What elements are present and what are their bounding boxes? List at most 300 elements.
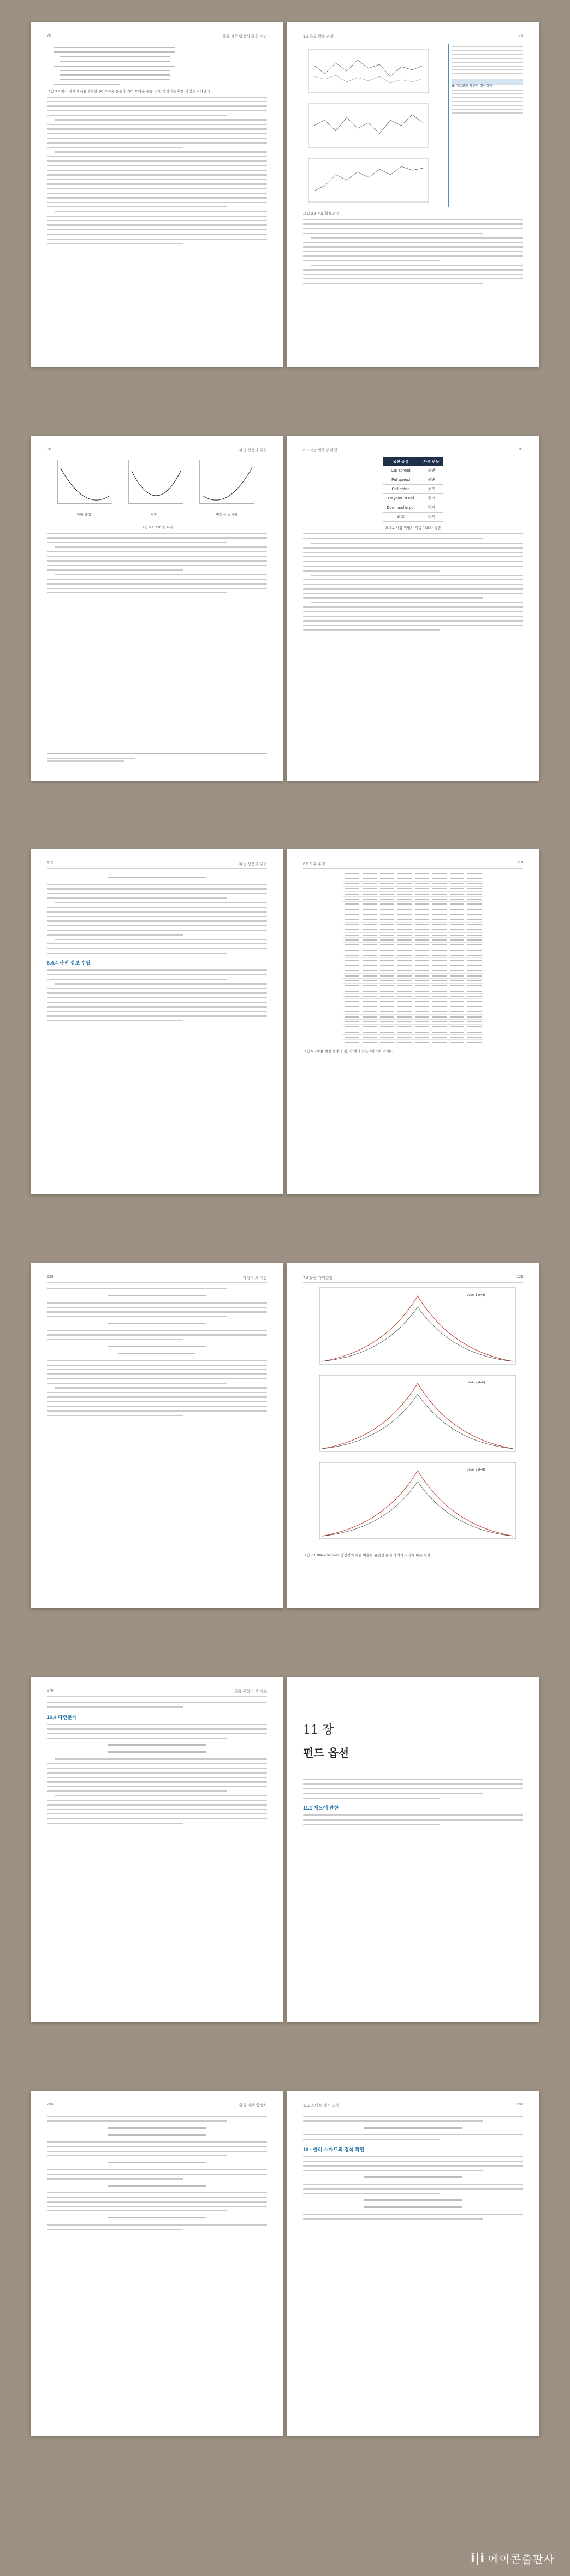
- body-text: [303, 219, 523, 284]
- matrix-cell: [413, 989, 431, 993]
- running-title: 확률 미분 방정식: [239, 2104, 267, 2108]
- panel-label: 위험 중립: [76, 513, 91, 517]
- matrix-cell: [431, 948, 448, 953]
- matrix-cell: [378, 968, 396, 973]
- matrix-row: [343, 984, 483, 989]
- matrix-row: [343, 1025, 483, 1030]
- matrix-cell: [361, 1025, 378, 1030]
- equation: [364, 2176, 462, 2178]
- matrix-row: [343, 881, 483, 886]
- matrix-cell: [396, 984, 413, 989]
- matrix-cell: [431, 1040, 448, 1045]
- matrix-cell: [466, 922, 483, 927]
- matrix-cell: [361, 1040, 378, 1045]
- matrix-cell: [413, 1035, 431, 1040]
- matrix-cell: [396, 922, 413, 927]
- matrix-cell: [413, 907, 431, 912]
- matrix-cell: [431, 953, 448, 958]
- equation: [108, 1744, 206, 1746]
- matrix-cell: [413, 963, 431, 968]
- body-text: [47, 2169, 267, 2179]
- matrix-cell: [361, 994, 378, 999]
- table-row: [383, 475, 444, 485]
- matrix-cell: [431, 937, 448, 942]
- matrix-cell: [343, 902, 361, 907]
- matrix-cell: [378, 943, 396, 948]
- matrix-cell: [448, 1040, 466, 1045]
- matrix-cell: [448, 932, 466, 937]
- page-70: [31, 22, 283, 367]
- matrix-cell: [361, 907, 378, 912]
- matrix-cell: [396, 999, 413, 1004]
- running-title: 파생 상품과 위험: [239, 449, 267, 453]
- matrix-cell: [378, 871, 396, 876]
- matrix-cell: [448, 891, 466, 896]
- matrix-cell: [361, 1014, 378, 1019]
- table-cell: 증가: [419, 513, 443, 522]
- table-cell: 증가: [419, 503, 443, 513]
- matrix-cell: [396, 978, 413, 983]
- matrix-row: [343, 999, 483, 1004]
- matrix-cell: [378, 978, 396, 983]
- matrix-cell: [413, 994, 431, 999]
- matrix-cell: [378, 973, 396, 978]
- matrix-cell: [466, 958, 483, 963]
- matrix-cell: [396, 876, 413, 881]
- matrix-cell: [448, 1025, 466, 1030]
- matrix-cell: [396, 1004, 413, 1009]
- matrix-cell: [413, 937, 431, 942]
- table-caption: 표 5.1 시장 위험의 각종 지표와 특징: [385, 526, 441, 530]
- equation: [108, 2217, 206, 2218]
- matrix-cell: [466, 1004, 483, 1009]
- matrix-cell: [431, 1019, 448, 1024]
- matrix-cell: [343, 907, 361, 912]
- matrix-cell: [448, 887, 466, 891]
- matrix-cell: [361, 973, 378, 978]
- matrix-cell: [448, 896, 466, 901]
- matrix-cell: [343, 953, 361, 958]
- matrix-cell: [413, 1025, 431, 1030]
- matrix-cell: [361, 953, 378, 958]
- matrix-cell: [431, 922, 448, 927]
- matrix-cell: [396, 927, 413, 932]
- matrix-cell: [466, 902, 483, 907]
- matrix-cell: [343, 958, 361, 963]
- matrix-cell: [448, 912, 466, 917]
- algorithm-block: [47, 47, 267, 85]
- matrix-cell: [378, 948, 396, 953]
- matrix-cell: [396, 948, 413, 953]
- matrix-cell: [396, 1014, 413, 1019]
- matrix-cell: [448, 994, 466, 999]
- matrix-cell: [448, 948, 466, 953]
- matrix-cell: [378, 999, 396, 1004]
- figure-panels: [303, 44, 523, 207]
- matrix-cell: [413, 984, 431, 989]
- matrix-cell: [378, 1014, 396, 1019]
- matrix-cell: [343, 1035, 361, 1040]
- matrix-cell: [466, 937, 483, 942]
- matrix-cell: [466, 948, 483, 953]
- matrix-cell: [466, 999, 483, 1004]
- matrix-row: [343, 907, 483, 912]
- matrix-cell: [466, 891, 483, 896]
- matrix-cell: [413, 1040, 431, 1045]
- matrix-cell: [361, 912, 378, 917]
- page-header: [47, 1275, 267, 1283]
- page-number: 129: [516, 1275, 523, 1279]
- table-cell: 증가: [419, 485, 443, 494]
- matrix-cell: [466, 1035, 483, 1040]
- matrix-cell: [396, 973, 413, 978]
- matrix-cell: [343, 968, 361, 973]
- matrix-cell: [343, 922, 361, 927]
- body-text: [47, 1360, 267, 1416]
- matrix-cell: [413, 1030, 431, 1034]
- matrix-row: [343, 948, 483, 953]
- figure-caption: 그림 6.5 확률 행렬의 추정 값, 각 행의 합은 1이 되어야 한다.: [303, 1049, 395, 1054]
- matrix-cell: [431, 1014, 448, 1019]
- matrix-row: [343, 937, 483, 942]
- table-row: [383, 485, 444, 494]
- matrix-cell: [343, 1040, 361, 1045]
- matrix-cell: [378, 958, 396, 963]
- matrix-cell: [343, 978, 361, 983]
- table-cell: Put spread: [383, 475, 419, 485]
- logo-mark: i|i: [470, 2551, 485, 2565]
- matrix-cell: [466, 1009, 483, 1014]
- matrix-row: [343, 973, 483, 978]
- page-88: [31, 436, 283, 781]
- body-text: [47, 1288, 267, 1289]
- matrix-cell: [343, 881, 361, 886]
- matrix-cell: [343, 963, 361, 968]
- matrix-cell: [448, 984, 466, 989]
- page-header: [303, 34, 523, 41]
- matrix-cell: [413, 887, 431, 891]
- panel-label: Level 1 (t=3): [467, 1294, 485, 1297]
- figure-caption: 그림 7.1 Black-Scholes 방정식의 해를 이용한 유럽형 옵션 가격의 시간에 따른 변화: [303, 1554, 431, 1557]
- matrix-cell: [396, 1035, 413, 1040]
- matrix-cell: [413, 881, 431, 886]
- matrix-cell: [466, 984, 483, 989]
- matrix-cell: [431, 999, 448, 1004]
- matrix-cell: [361, 968, 378, 973]
- panel-label: 변동성 스마일: [216, 513, 238, 517]
- matrix-cell: [466, 1019, 483, 1024]
- matrix-cell: [466, 887, 483, 891]
- matrix-cell: [378, 912, 396, 917]
- running-title: 11.2 스마트 레버 교체: [303, 2104, 340, 2108]
- matrix-cell: [466, 973, 483, 978]
- matrix-cell: [431, 943, 448, 948]
- equation: [364, 2206, 462, 2208]
- page-header: [47, 1689, 267, 1697]
- matrix-cell: [378, 984, 396, 989]
- matrix-cell: [431, 891, 448, 896]
- matrix-cell: [378, 922, 396, 927]
- table-header: 옵션 종류: [383, 457, 419, 466]
- matrix-cell: [343, 1025, 361, 1030]
- matrix-cell: [378, 932, 396, 937]
- table-row: [383, 513, 444, 522]
- table-cell: Down and In put: [383, 503, 419, 513]
- matrix-cell: [361, 989, 378, 993]
- matrix-cell: [431, 1030, 448, 1034]
- body-text: [47, 969, 267, 1021]
- body-text: [47, 97, 267, 245]
- matrix-cell: [396, 917, 413, 922]
- page-number: 88: [47, 448, 51, 451]
- matrix-cell: [378, 1019, 396, 1024]
- body-text: [47, 884, 267, 954]
- body-text: [47, 2116, 267, 2122]
- matrix-cell: [396, 902, 413, 907]
- page-71: [287, 22, 539, 367]
- matrix-cell: [396, 887, 413, 891]
- matrix-cell: [378, 927, 396, 932]
- page-number: 206: [47, 2103, 54, 2107]
- matrix-cell: [466, 1014, 483, 1019]
- matrix-cell: [448, 917, 466, 922]
- matrix-cell: [413, 968, 431, 973]
- smile-figure: [47, 457, 265, 517]
- matrix-cell: [343, 937, 361, 942]
- page-header: [47, 861, 267, 869]
- matrix-cell: [413, 978, 431, 983]
- matrix-row: [343, 871, 483, 876]
- matrix-row: [343, 1035, 483, 1040]
- panel-label: Level 2 (t=6): [467, 1381, 485, 1384]
- matrix-cell: [343, 984, 361, 989]
- spread-4: [31, 1263, 539, 1608]
- table-row: [383, 503, 444, 513]
- matrix-cell: [431, 881, 448, 886]
- matrix-cell: [378, 876, 396, 881]
- matrix-cell: [413, 902, 431, 907]
- matrix-cell: [343, 932, 361, 937]
- spread-6: [31, 2091, 539, 2436]
- footnote: [47, 753, 267, 763]
- matrix-cell: [466, 927, 483, 932]
- matrix-cell: [378, 994, 396, 999]
- matrix-cell: [361, 963, 378, 968]
- matrix-cell: [378, 963, 396, 968]
- matrix-cell: [343, 999, 361, 1004]
- matrix-cell: [413, 871, 431, 876]
- page-number: 112: [47, 861, 54, 865]
- matrix-cell: [413, 1009, 431, 1014]
- matrix-cell: [466, 1025, 483, 1030]
- matrix-cell: [413, 943, 431, 948]
- matrix-cell: [361, 948, 378, 953]
- matrix-cell: [431, 932, 448, 937]
- figure-caption: 그림 5.1 스마일 효과: [141, 526, 173, 530]
- matrix-cell: [378, 907, 396, 912]
- matrix-row: [343, 902, 483, 907]
- matrix-cell: [431, 917, 448, 922]
- matrix-cell: [448, 968, 466, 973]
- matrix-row: [343, 1019, 483, 1024]
- matrix-cell: [378, 896, 396, 901]
- matrix-cell: [361, 887, 378, 891]
- matrix-cell: [431, 927, 448, 932]
- matrix-cell: [413, 922, 431, 927]
- matrix-cell: [378, 1030, 396, 1034]
- matrix-cell: [396, 1040, 413, 1045]
- matrix-cell: [361, 943, 378, 948]
- path-figure: [303, 44, 434, 207]
- matrix-cell: [378, 937, 396, 942]
- matrix-cell: [378, 1025, 396, 1030]
- matrix-cell: [396, 937, 413, 942]
- matrix-cell: [448, 1009, 466, 1014]
- matrix-cell: [413, 973, 431, 978]
- matrix-cell: [466, 917, 483, 922]
- matrix-cell: [343, 891, 361, 896]
- matrix-cell: [343, 917, 361, 922]
- matrix-cell: [396, 896, 413, 901]
- body-text: [303, 533, 523, 631]
- matrix-cell: [378, 1009, 396, 1014]
- body-text: [47, 1758, 267, 1824]
- matrix-table: [343, 871, 483, 1045]
- equation: [108, 2127, 206, 2129]
- matrix-cell: [343, 871, 361, 876]
- matrix-cell: [413, 917, 431, 922]
- matrix-cell: [448, 989, 466, 993]
- running-title: 5.1 시장 변동성 위험: [303, 449, 337, 453]
- matrix-row: [343, 922, 483, 927]
- matrix-cell: [343, 1014, 361, 1019]
- matrix-row: [343, 953, 483, 958]
- chapter-title: 펀드 옵션: [303, 1746, 349, 1759]
- matrix-cell: [343, 1004, 361, 1009]
- matrix-cell: [378, 953, 396, 958]
- option-table: [383, 457, 444, 522]
- matrix-cell: [431, 989, 448, 993]
- matrix-cell: [361, 1035, 378, 1040]
- spread-5: [31, 1677, 539, 2022]
- matrix-cell: [396, 1025, 413, 1030]
- matrix-row: [343, 1030, 483, 1034]
- body-text: [47, 533, 267, 593]
- matrix-cell: [361, 1009, 378, 1014]
- matrix-row: [343, 932, 483, 937]
- running-title: 6.5 모수 추정: [303, 862, 325, 866]
- page-header: [303, 861, 523, 869]
- matrix-cell: [466, 943, 483, 948]
- matrix-cell: [448, 922, 466, 927]
- body-text: [47, 2141, 267, 2157]
- equation: [108, 2134, 206, 2136]
- matrix-cell: [396, 968, 413, 973]
- equation: [364, 2127, 462, 2129]
- matrix-cell: [413, 953, 431, 958]
- matrix-cell: [413, 876, 431, 881]
- option-price-chart: [303, 1285, 523, 1547]
- page-129: [287, 1263, 539, 1608]
- page-number: 170: [47, 1689, 54, 1693]
- chart-panel-3: [319, 1462, 516, 1539]
- matrix-cell: [448, 953, 466, 958]
- matrix-row: [343, 876, 483, 881]
- body-text: [303, 2134, 523, 2140]
- matrix-cell: [396, 907, 413, 912]
- matrix-cell: [431, 994, 448, 999]
- matrix-cell: [343, 876, 361, 881]
- matrix-cell: [448, 876, 466, 881]
- spread-2: [31, 436, 539, 781]
- panel-label: Level 3 (t=9): [467, 1468, 485, 1472]
- body-text: [47, 2224, 267, 2230]
- running-title: 확률 미분 방정식 중심 개념: [222, 35, 267, 39]
- matrix-cell: [448, 907, 466, 912]
- table-cell: 불변: [419, 475, 443, 485]
- matrix-cell: [378, 881, 396, 886]
- matrix-cell: [448, 978, 466, 983]
- matrix-cell: [448, 943, 466, 948]
- table-header: 가격 변동: [419, 457, 443, 466]
- matrix-row: [343, 989, 483, 993]
- matrix-cell: [466, 871, 483, 876]
- matrix-cell: [431, 896, 448, 901]
- matrix-cell: [413, 891, 431, 896]
- chart-panel-2: [319, 1375, 516, 1451]
- matrix-cell: [466, 881, 483, 886]
- matrix-cell: [378, 891, 396, 896]
- logo-text: 에이콘출판사: [488, 2553, 555, 2566]
- matrix-cell: [431, 871, 448, 876]
- matrix-cell: [431, 907, 448, 912]
- matrix-cell: [431, 912, 448, 917]
- matrix-cell: [361, 902, 378, 907]
- matrix-cell: [466, 953, 483, 958]
- section-heading: 10.4 다면분석: [47, 1714, 77, 1720]
- matrix-cell: [396, 963, 413, 968]
- equation: [108, 2162, 206, 2163]
- matrix-row: [343, 896, 483, 901]
- matrix-cell: [413, 927, 431, 932]
- matrix-cell: [343, 989, 361, 993]
- page-number: 113: [516, 861, 523, 865]
- matrix-cell: [466, 968, 483, 973]
- matrix-cell: [361, 1030, 378, 1034]
- page-header: [303, 448, 523, 455]
- matrix-cell: [448, 881, 466, 886]
- page-header: [47, 448, 267, 455]
- equation: [108, 1751, 206, 1753]
- matrix-cell: [343, 943, 361, 948]
- panel-label: 시장: [150, 513, 157, 517]
- matrix-row: [343, 968, 483, 973]
- running-title: 7.2 옵션 가격결정: [303, 1276, 333, 1280]
- matrix-cell: [396, 1009, 413, 1014]
- matrix-cell: [431, 887, 448, 891]
- matrix-cell: [378, 887, 396, 891]
- matrix-row: [343, 912, 483, 917]
- matrix-cell: [413, 999, 431, 1004]
- matrix-cell: [396, 958, 413, 963]
- body-text: [303, 2116, 523, 2122]
- matrix-cell: [343, 973, 361, 978]
- matrix-cell: [431, 1004, 448, 1009]
- matrix-cell: [396, 891, 413, 896]
- matrix-cell: [378, 1035, 396, 1040]
- matrix-cell: [431, 984, 448, 989]
- matrix-cell: [361, 1004, 378, 1009]
